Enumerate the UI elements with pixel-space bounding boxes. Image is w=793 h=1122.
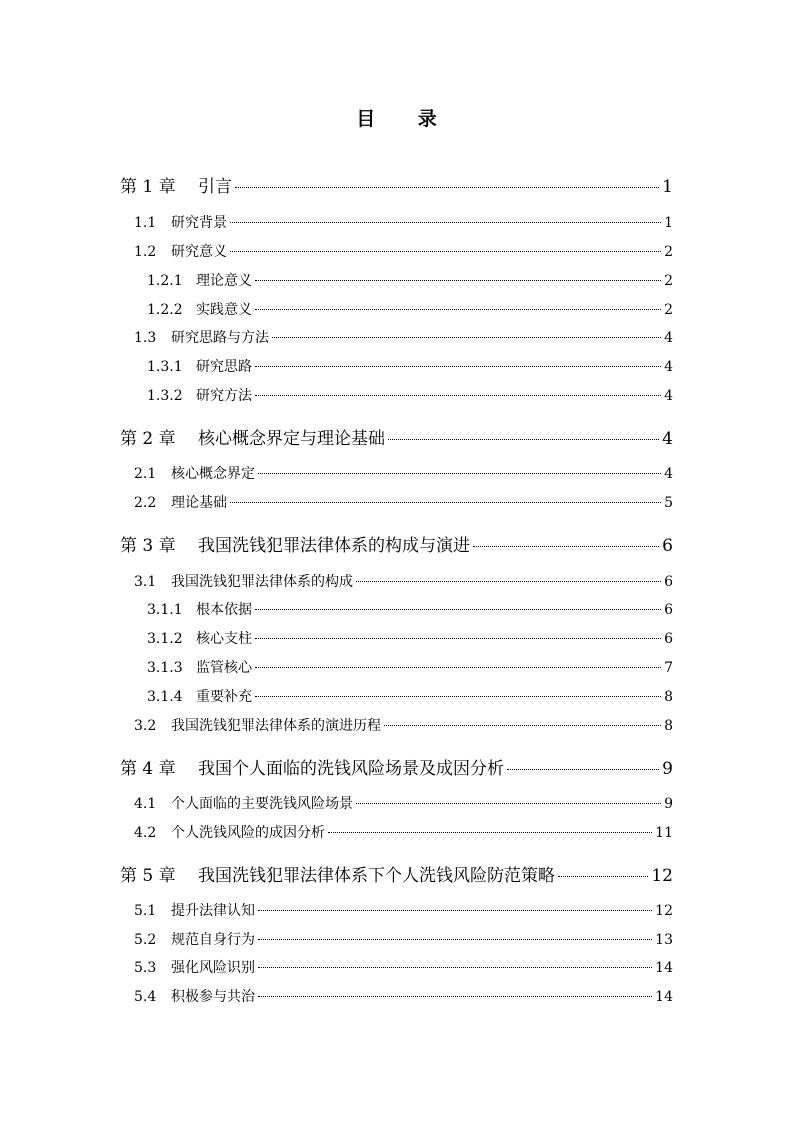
toc-entry-label: 理论意义 (196, 273, 252, 289)
toc-page-number: 1 (662, 177, 673, 197)
toc-entry-label: 监管核心 (196, 660, 252, 676)
toc-section-entry[interactable] (134, 492, 673, 512)
toc-section-entry[interactable] (147, 657, 673, 677)
toc-entry-label: 引言 (198, 177, 232, 197)
toc-dot-leader (255, 696, 661, 697)
toc-entry-number: 第 1 章 (120, 177, 176, 197)
toc-section-entry[interactable] (134, 463, 673, 483)
toc-entry-label: 规范自身行为 (171, 932, 255, 948)
toc-chapter-entry[interactable] (120, 172, 673, 197)
toc-dot-leader (328, 832, 652, 833)
toc-entry-label: 个人洗钱风险的成因分析 (171, 825, 325, 841)
toc-entry-label: 我国个人面临的洗钱风险场景及成因分析 (198, 759, 504, 779)
toc-page-number: 4 (664, 330, 673, 346)
toc-section-entry[interactable] (134, 986, 673, 1006)
toc-page-number: 4 (664, 466, 673, 482)
toc-entry-number: 2.1 (134, 466, 157, 482)
toc-entry-label: 我国洗钱犯罪法律体系的演进历程 (171, 718, 381, 734)
toc-section-entry[interactable] (134, 571, 673, 591)
toc-entry-number: 1.3 (134, 330, 157, 346)
toc-page-number: 4 (664, 359, 673, 375)
toc-entry-number: 第 4 章 (120, 759, 176, 779)
toc-entry-number: 5.4 (134, 989, 157, 1005)
toc-section-entry[interactable] (134, 793, 673, 813)
toc-entry-label: 重要补充 (196, 689, 252, 705)
toc-entry-label: 理论基础 (171, 495, 227, 511)
toc-entry-label: 研究思路与方法 (171, 330, 269, 346)
toc-entry-label: 研究背景 (171, 215, 227, 231)
toc-entry-label: 研究意义 (171, 244, 227, 260)
toc-page-number: 14 (655, 960, 673, 976)
toc-dot-leader (258, 910, 652, 911)
toc-entry-label: 实践意义 (196, 302, 252, 318)
toc-page-number: 12 (651, 866, 673, 886)
toc-entry-label: 根本依据 (196, 602, 252, 618)
toc-page-number: 8 (664, 689, 673, 705)
toc-page-number: 4 (662, 429, 673, 449)
toc-page-number: 8 (664, 718, 673, 734)
toc-entry-number: 5.1 (134, 903, 157, 919)
toc-entry-label: 核心概念界定 (171, 466, 255, 482)
toc-entry-label: 提升法律认知 (171, 903, 255, 919)
toc-entry-label: 我国洗钱犯罪法律体系的构成 (171, 574, 353, 590)
toc-entry-label: 个人面临的主要洗钱风险场景 (171, 796, 353, 812)
toc-dot-leader (255, 280, 661, 281)
page-title: 目 录 (356, 108, 455, 130)
toc-page-number: 9 (664, 796, 673, 812)
toc-dot-leader (230, 502, 661, 503)
toc-entry-number: 1.1 (134, 215, 157, 231)
toc-chapter-entry[interactable] (120, 424, 673, 449)
toc-section-entry[interactable] (147, 599, 673, 619)
toc-entry-number: 4.2 (134, 825, 157, 841)
toc-dot-leader (356, 581, 661, 582)
toc-entry-label: 核心支柱 (196, 631, 252, 647)
toc-dot-leader (255, 395, 661, 396)
toc-page-number: 9 (662, 759, 673, 779)
toc-dot-leader (235, 187, 659, 188)
toc-entry-number: 3.2 (134, 718, 157, 734)
toc-dot-leader (558, 876, 648, 877)
toc-entry-label: 积极参与共治 (171, 989, 255, 1005)
toc-entry-number: 1.3.2 (147, 388, 183, 404)
toc-page-number: 12 (655, 903, 673, 919)
toc-entry-number: 3.1.2 (147, 631, 183, 647)
toc-entry-number: 3.1.3 (147, 660, 183, 676)
toc-entry-number: 1.2.2 (147, 302, 183, 318)
toc-page-number: 2 (664, 244, 673, 260)
toc-entry-number: 第 5 章 (120, 866, 176, 886)
toc-dot-leader (258, 939, 652, 940)
toc-entry-number: 3.1.4 (147, 689, 183, 705)
toc-dot-leader (473, 546, 659, 547)
toc-chapter-entry[interactable] (120, 531, 673, 556)
toc-section-entry[interactable] (147, 385, 673, 405)
toc-dot-leader (356, 803, 661, 804)
toc-entry-number: 1.2.1 (147, 273, 183, 289)
toc-page-number: 7 (664, 660, 673, 676)
toc-page-number: 14 (655, 989, 673, 1005)
toc-entry-number: 4.1 (134, 796, 157, 812)
toc-dot-leader (384, 725, 661, 726)
toc-entry-number: 2.2 (134, 495, 157, 511)
toc-entry-label: 核心概念界定与理论基础 (198, 429, 385, 449)
toc-page-number: 6 (664, 631, 673, 647)
toc-section-entry[interactable] (147, 270, 673, 290)
toc-dot-leader (230, 251, 661, 252)
toc-entry-label: 研究方法 (196, 388, 252, 404)
toc-page-number: 5 (664, 495, 673, 511)
toc-dot-leader (255, 366, 661, 367)
toc-section-entry[interactable] (147, 686, 673, 706)
toc-entry-label: 我国洗钱犯罪法律体系下个人洗钱风险防范策略 (198, 866, 555, 886)
toc-entry-number: 1.2 (134, 244, 157, 260)
toc-page-number: 13 (655, 932, 673, 948)
toc-dot-leader (507, 769, 659, 770)
toc-section-entry[interactable] (134, 715, 673, 735)
toc-section-entry[interactable] (134, 822, 673, 842)
toc-entry-label: 我国洗钱犯罪法律体系的构成与演进 (198, 536, 470, 556)
toc-entry-number: 1.3.1 (147, 359, 183, 375)
toc-chapter-entry[interactable] (120, 861, 673, 886)
toc-section-entry[interactable] (134, 212, 673, 232)
toc-dot-leader (258, 996, 652, 997)
toc-section-entry[interactable] (134, 241, 673, 261)
toc-entry-number: 第 3 章 (120, 536, 176, 556)
toc-section-entry[interactable] (134, 327, 673, 347)
toc-dot-leader (255, 638, 661, 639)
toc-entry-number: 3.1.1 (147, 602, 183, 618)
toc-dot-leader (255, 309, 661, 310)
toc-section-entry[interactable] (134, 900, 673, 920)
toc-page-number: 2 (664, 273, 673, 289)
toc-dot-leader (255, 609, 661, 610)
toc-dot-leader (272, 337, 661, 338)
toc-section-entry[interactable] (147, 356, 673, 376)
toc-dot-leader (388, 439, 659, 440)
toc-entry-number: 5.2 (134, 932, 157, 948)
toc-page-number: 6 (662, 536, 673, 556)
toc-entry-number: 5.3 (134, 960, 157, 976)
toc-dot-leader (258, 967, 652, 968)
toc-entry-label: 研究思路 (196, 359, 252, 375)
toc-page-number: 6 (664, 602, 673, 618)
toc-chapter-entry[interactable] (120, 754, 673, 779)
toc-page-number: 1 (664, 215, 673, 231)
toc-entry-number: 3.1 (134, 574, 157, 590)
toc-dot-leader (255, 667, 661, 668)
toc-section-entry[interactable] (134, 957, 673, 977)
toc-page-number: 4 (664, 388, 673, 404)
toc-page-number: 11 (655, 825, 673, 841)
toc-page-number: 6 (664, 574, 673, 590)
toc-page-number: 2 (664, 302, 673, 318)
toc-section-entry[interactable] (147, 628, 673, 648)
toc-section-entry[interactable] (147, 299, 673, 319)
toc-section-entry[interactable] (134, 929, 673, 949)
toc-dot-leader (230, 222, 661, 223)
toc-entry-number: 第 2 章 (120, 429, 176, 449)
toc-entry-label: 强化风险识别 (171, 960, 255, 976)
toc-dot-leader (258, 473, 661, 474)
